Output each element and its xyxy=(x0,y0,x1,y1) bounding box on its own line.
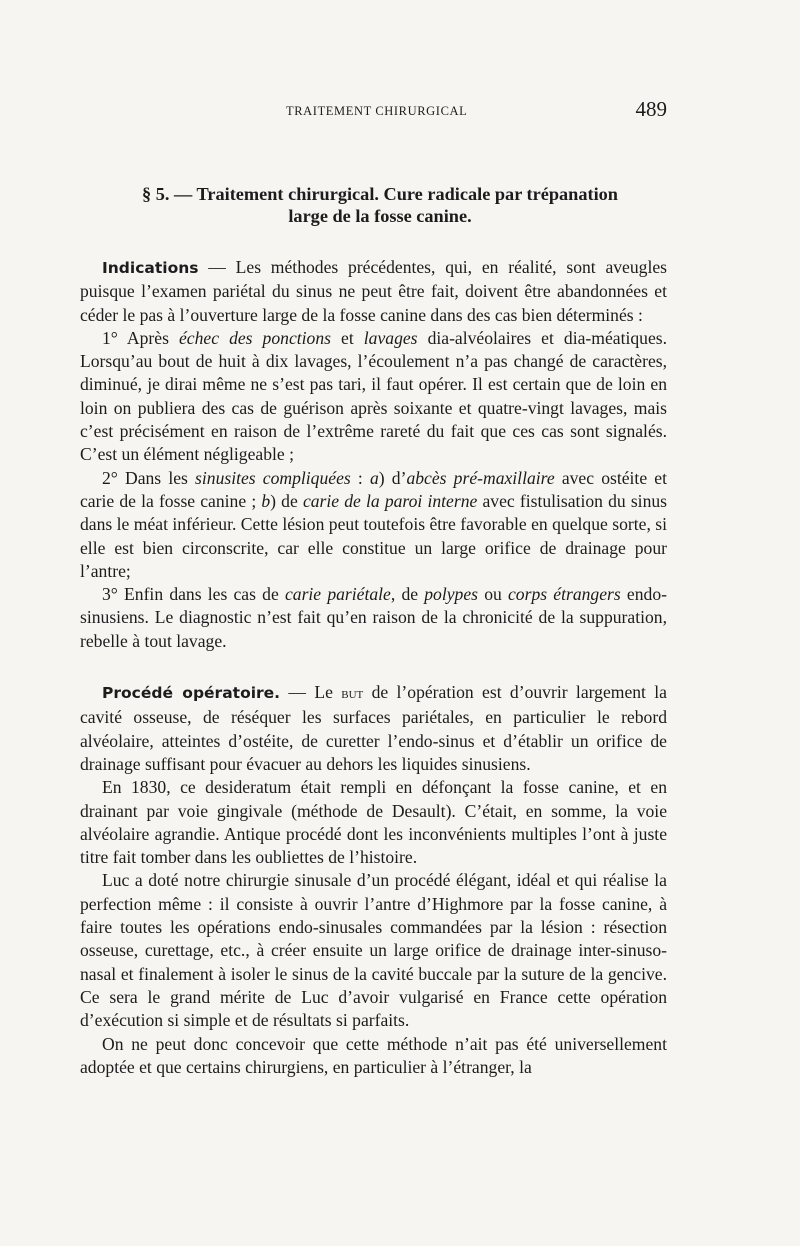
emphasis: échec des ponctions xyxy=(178,327,331,348)
text-run: et xyxy=(330,327,364,348)
indication-item-3 xyxy=(80,583,667,653)
section-heading xyxy=(80,183,680,227)
small-caps-word: but xyxy=(341,686,364,703)
running-title: TRAITEMENT CHIRURGICAL xyxy=(286,104,468,118)
item-number: 2° Dans les xyxy=(102,467,196,488)
emphasis: a xyxy=(369,467,379,488)
procedure-paragraph xyxy=(80,681,667,776)
text-run: avec ostéite et carie de la fosse canine ; xyxy=(80,467,667,511)
item-number: 1° Après xyxy=(102,327,179,348)
page-number: 489 xyxy=(635,97,667,121)
running-head xyxy=(100,97,675,124)
section-heading-line-1: § 5. — Traitement chirurgical. Cure radicale par trépanation xyxy=(142,184,618,204)
text-run: ) d’ xyxy=(378,467,407,488)
text-run: : xyxy=(350,467,370,488)
item-number: 3° Enfin dans les cas de xyxy=(102,584,285,605)
procedure-paragraph-3: Luc a doté notre chirurgie sinusale d’un procédé élégant, idéal et qui réalise la perfection même : il consiste à ouvrir l’antre d’Highmore par la fosse canine, à faire toutes les opérations endo-sinusales commandées par la lésion : résection osseuse, curettage, etc., à créer ensuite un large orifice de drainage inter-sinuso-nasal et finalement à isoler le sinus de la cavité buccale par la suture de la gencive. Ce sera le grand mérite de Luc d’avoir vulgarisé en France cette opération d’exécution si simple et de résultats si parfaits. xyxy=(80,870,667,1031)
procedure-paragraph-2: En 1830, ce desideratum était rempli en défonçant la fosse canine, et en drainant par voie gingivale (méthode de Desault). C’était, en somme, la voie alvéolaire agrandie. Antique procédé dont les inconvénients multiples l’ont à juste titre fait tomber dans les oubliettes de l’histoire. xyxy=(80,777,667,868)
emphasis: polypes xyxy=(424,584,478,605)
body-text xyxy=(80,256,667,1079)
text-run: ou xyxy=(478,584,508,605)
text-run: de l’opération est d’ouvrir largement la cavité osseuse, de réséquer les surfaces pariétales, en particulier le rebord alvéolaire, atteintes d’ostéite, de curetter l’endo-sinus et d’établir un orifice de drainage suffisant pour évacuer au dehors les liquides sinusiens. xyxy=(80,682,667,774)
indication-item-2 xyxy=(80,467,667,583)
text-run: — Le xyxy=(280,682,342,703)
text-run: dia-alvéolaires et dia-méatiques. Lorsqu’au bout de huit à dix lavages, l’écoulement n’a pas changé de caractères, diminué, je dirai même ne s’est pas tari, il faut opérer. Il est certain que de loin en loin on publiera des cas de guérison après soixante et quatre-vingt lavages, mais c’est précisément en raison de l’extrême rareté du fait que ces cas sont signalés. C’est un élément négligeable ; xyxy=(80,327,667,465)
emphasis: b xyxy=(261,490,271,511)
emphasis: sinusites compliquées xyxy=(195,467,351,488)
indications-intro: — Les méthodes précédentes, qui, en réalité, sont aveugles puisque l’examen pariétal du sinus ne peut être fait, doivent être abandonnées et céder le pas à l’ouverture large de la fosse canine dans des cas bien déterminés : xyxy=(80,257,667,325)
text-run: ) de xyxy=(270,490,303,511)
emphasis: carie pariétale xyxy=(284,584,391,605)
emphasis: lavages xyxy=(363,327,418,348)
emphasis: carie de la paroi interne xyxy=(302,490,478,511)
emphasis: abcès pré-maxillaire xyxy=(406,467,555,488)
procedure-label: Procédé opératoire. xyxy=(102,684,281,703)
indication-item-1 xyxy=(80,327,667,467)
procedure-paragraph-4: On ne peut donc concevoir que cette méthode n’ait pas été universellement adoptée et que certains chirurgiens, en particulier à l’étranger, la xyxy=(80,1033,667,1077)
emphasis: corps étrangers xyxy=(508,584,621,605)
section-spacer xyxy=(80,653,667,681)
text-run: avec fistulisation du sinus dans le méat inférieur. Cette lésion peut toutefois être favorable en quelque sorte, si elle est bien circonscrite, car elle constitue un large orifice de drainage pour l’antre; xyxy=(80,490,668,581)
section-heading-line-2: large de la fosse canine. xyxy=(288,206,472,226)
text-run: , de xyxy=(390,584,425,605)
indications-paragraph xyxy=(80,256,667,327)
text-run: endo-sinusiens. Le diagnostic n’est fait qu’en raison de la chronicité de la suppuration, rebelle à tout lavage. xyxy=(80,584,667,651)
indications-label: Indications xyxy=(102,259,199,277)
